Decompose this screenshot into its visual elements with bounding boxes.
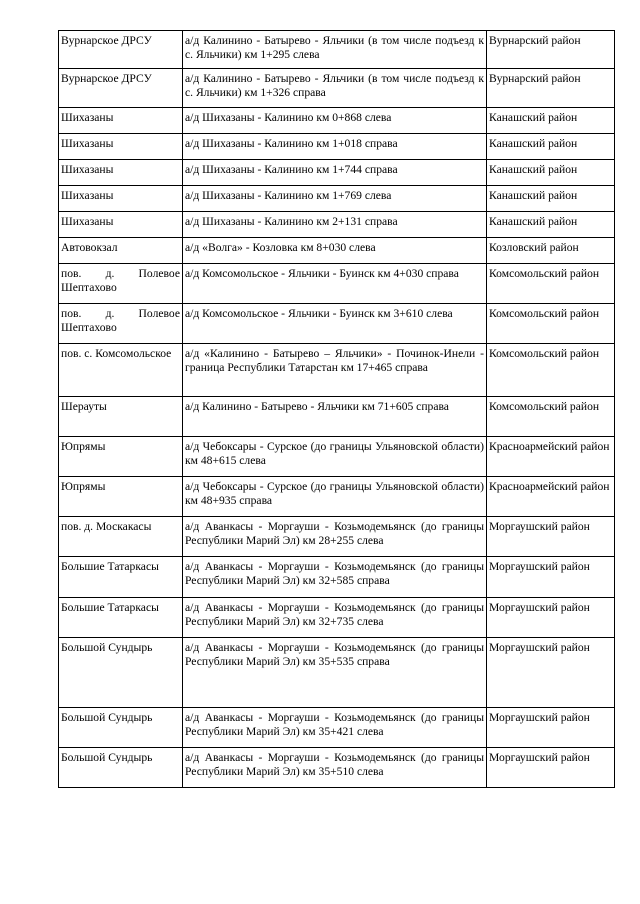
road-location-cell: а/д Аванкасы - Моргауши - Козьмодемьянск (до границы Республики Марий Эл) км 35+421 слева [183,708,487,748]
table-row [59,264,615,304]
table-row [59,31,615,69]
road-location-cell: а/д Калинино - Батырево - Яльчики км 71+605 справа [183,397,487,437]
road-location-cell: а/д Шихазаны - Калинино км 1+744 справа [183,160,487,186]
table-row [59,186,615,212]
district-cell: Канашский район [487,186,615,212]
road-location-cell: а/д «Волга» - Козловка км 8+030 слева [183,238,487,264]
stop-name-cell: Автовокзал [59,238,183,264]
stop-name-cell: Шихазаны [59,160,183,186]
district-cell: Канашский район [487,108,615,134]
district-cell: Канашский район [487,160,615,186]
district-cell: Моргаушский район [487,748,615,788]
table-body [59,31,615,788]
table-row [59,437,615,477]
district-cell: Моргаушский район [487,638,615,708]
stop-name-cell: пов. д. Полевое Шептахово [59,304,183,344]
stop-name-cell: Большие Татаркасы [59,598,183,638]
road-location-cell: а/д Комсомольское - Яльчики - Буинск км 4+030 справа [183,264,487,304]
table-row [59,517,615,557]
table-row [59,557,615,598]
road-location-cell: а/д «Калинино - Батырево – Яльчики» - Починок-Инели - граница Республики Татарстан км 17+465 справа [183,344,487,397]
stop-name-cell: Юпрямы [59,437,183,477]
table-row [59,304,615,344]
district-cell: Вурнарский район [487,31,615,69]
stop-name-cell: пов. д. Москакасы [59,517,183,557]
district-cell: Красноармейский район [487,477,615,517]
table-row [59,160,615,186]
table-row [59,344,615,397]
road-location-cell: а/д Шихазаны - Калинино км 1+769 слева [183,186,487,212]
road-location-cell: а/д Калинино - Батырево - Яльчики (в том числе подъезд к с. Яльчики) км 1+326 справа [183,69,487,108]
road-location-cell: а/д Чебоксары - Сурское (до границы Ульяновской области) км 48+935 справа [183,477,487,517]
table-row [59,598,615,638]
table-row [59,108,615,134]
district-cell: Комсомольский район [487,304,615,344]
table-row [59,708,615,748]
road-location-cell: а/д Аванкасы - Моргауши - Козьмодемьянск (до границы Республики Марий Эл) км 28+255 слева [183,517,487,557]
road-location-cell: а/д Шихазаны - Калинино км 1+018 справа [183,134,487,160]
stop-name-cell: Шихазаны [59,212,183,238]
road-location-cell: а/д Шихазаны - Калинино км 2+131 справа [183,212,487,238]
bus-stops-table [58,30,615,788]
stop-name-cell: Большой Сундырь [59,638,183,708]
stop-name-cell: Шихазаны [59,108,183,134]
stop-name-cell: Большие Татаркасы [59,557,183,598]
table-row [59,477,615,517]
road-location-cell: а/д Чебоксары - Сурское (до границы Ульяновской области) км 48+615 слева [183,437,487,477]
road-location-cell: а/д Аванкасы - Моргауши - Козьмодемьянск (до границы Республики Марий Эл) км 35+535 справа [183,638,487,708]
road-location-cell: а/д Шихазаны - Калинино км 0+868 слева [183,108,487,134]
stop-name-cell: Шихазаны [59,134,183,160]
table-row [59,212,615,238]
stop-name-cell: Шерауты [59,397,183,437]
district-cell: Комсомольский район [487,344,615,397]
stop-name-cell: пов. д. Полевое Шептахово [59,264,183,304]
district-cell: Моргаушский район [487,598,615,638]
stop-name-cell: Вурнарское ДРСУ [59,69,183,108]
stop-name-cell: Шихазаны [59,186,183,212]
district-cell: Моргаушский район [487,517,615,557]
table-row [59,69,615,108]
stop-name-cell: Вурнарское ДРСУ [59,31,183,69]
road-location-cell: а/д Комсомольское - Яльчики - Буинск км 3+610 слева [183,304,487,344]
table-row [59,238,615,264]
stop-name-cell: Большой Сундырь [59,748,183,788]
district-cell: Комсомольский район [487,397,615,437]
district-cell: Моргаушский район [487,557,615,598]
district-cell: Моргаушский район [487,708,615,748]
stop-name-cell: Юпрямы [59,477,183,517]
road-location-cell: а/д Аванкасы - Моргауши - Козьмодемьянск (до границы Республики Марий Эл) км 35+510 слева [183,748,487,788]
stop-name-cell: Большой Сундырь [59,708,183,748]
road-location-cell: а/д Калинино - Батырево - Яльчики (в том числе подъезд к с. Яльчики) км 1+295 слева [183,31,487,69]
table-row [59,748,615,788]
district-cell: Красноармейский район [487,437,615,477]
table-row [59,638,615,708]
table-row [59,134,615,160]
road-location-cell: а/д Аванкасы - Моргауши - Козьмодемьянск (до границы Республики Марий Эл) км 32+585 справа [183,557,487,598]
stop-name-cell: пов. с. Комсомольское [59,344,183,397]
district-cell: Комсомольский район [487,264,615,304]
district-cell: Канашский район [487,212,615,238]
district-cell: Канашский район [487,134,615,160]
road-location-cell: а/д Аванкасы - Моргауши - Козьмодемьянск (до границы Республики Марий Эл) км 32+735 слева [183,598,487,638]
table-row [59,397,615,437]
district-cell: Козловский район [487,238,615,264]
district-cell: Вурнарский район [487,69,615,108]
